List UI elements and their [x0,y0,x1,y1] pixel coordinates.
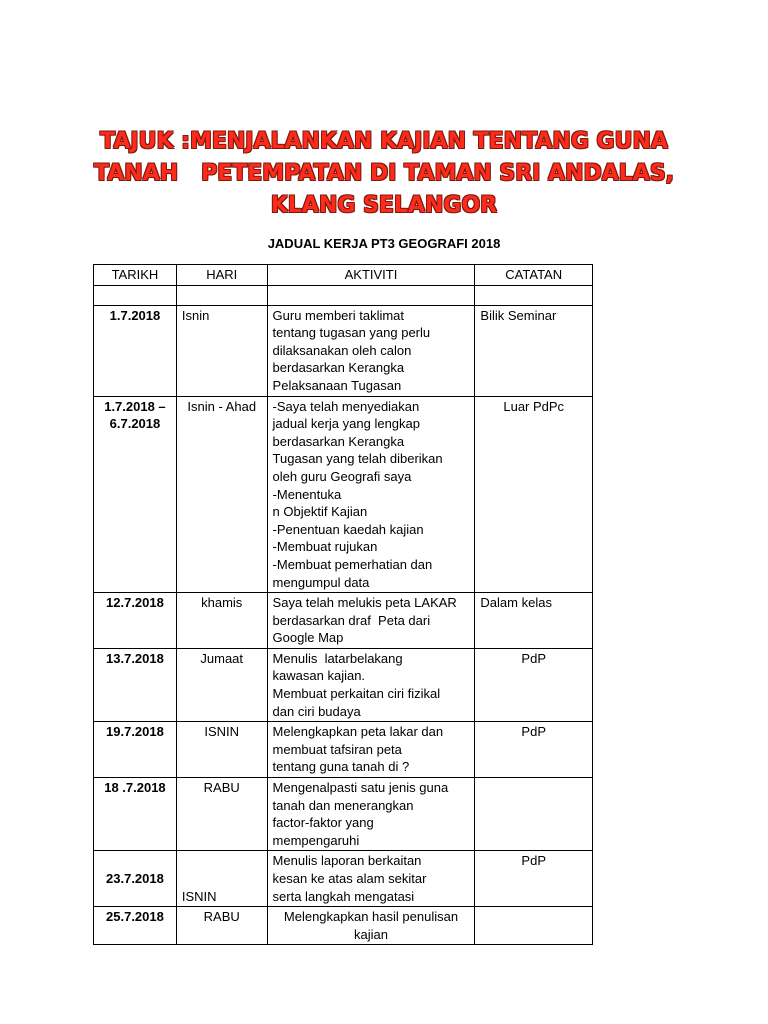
aktiviti-line: -Menentuka [272,486,342,502]
aktiviti-line: tentang tugasan yang perlu [272,325,431,341]
aktiviti-line: Tugasan yang telah diberikan [272,451,443,467]
title-line-2: TANAH PETEMPATAN DI TAMAN SRI ANDALAS, [93,161,675,186]
aktiviti-cell [267,851,475,907]
table-row [94,722,593,778]
aktiviti-line: dan ciri budaya [272,703,361,719]
aktiviti-line: Google Map [272,630,344,646]
empty-cell [475,285,593,305]
aktiviti-line: berdasarkan Kerangka [272,433,405,449]
aktiviti-line: -Saya telah menyediakan [272,398,420,414]
aktiviti-line: kesan ke atas alam sekitar [272,871,427,886]
hari-cell: ISNIN [176,722,267,778]
aktiviti-line: jadual kerja yang lengkap [272,416,420,432]
header-catatan: CATATAN [475,265,593,286]
aktiviti-line: mempengaruhi [272,832,360,848]
tarikh-cell [94,722,177,778]
catatan-cell: PdP [475,722,593,778]
catatan-cell: PdP [475,851,593,907]
catatan-cell: PdP [475,648,593,721]
tarikh-text: 23.7.2018 [106,871,164,886]
empty-cell [176,285,267,305]
catatan-cell [475,778,593,851]
aktiviti-cell [267,722,475,778]
tarikh-cell [94,648,177,721]
aktiviti-line: oleh guru Geografi saya [272,468,412,484]
hari-cell: Isnin - Ahad [176,396,267,593]
aktiviti-line: berdasarkan draf Peta dari [272,612,431,628]
title-line-3: KLANG SELANGOR [270,193,498,218]
aktiviti-cell [267,593,475,649]
aktiviti-cell [267,778,475,851]
table-caption: JADUAL KERJA PT3 GEOGRAFI 2018 [267,236,501,251]
aktiviti-line: kawasan kajian. [272,668,366,684]
aktiviti-line: serta langkah mengatasi [272,888,415,904]
table-row [94,648,593,721]
catatan-cell [475,907,593,945]
tarikh-cell [94,593,177,649]
table-row [94,305,593,396]
tarikh-text: 1.7.2018 [109,307,161,323]
aktiviti-line: -Membuat pemerhatian dan [272,556,433,572]
aktiviti-line: tanah dan menerangkan [272,797,414,813]
aktiviti-cell [267,648,475,721]
tarikh-cell [94,851,177,907]
header-tarikh: TARIKH [94,265,177,286]
title-line-1: TAJUK :MENJALANKAN KAJIAN TENTANG GUNA [100,129,668,154]
hari-cell: Jumaat [176,648,267,721]
hari-cell: RABU [176,778,267,851]
tarikh-cell [94,907,177,945]
tarikh-text: 13.7.2018 [106,650,164,666]
tarikh-text: 25.7.2018 [106,909,164,925]
catatan-cell: Luar PdPc [475,396,593,593]
table-row [94,396,593,593]
aktiviti-cell [267,305,475,396]
table-row [94,778,593,851]
aktiviti-line: kajian [354,926,388,942]
empty-row [94,285,593,305]
work-schedule-table [93,264,593,945]
aktiviti-line: Saya telah melukis peta LAKAR [272,595,457,611]
table-row [94,851,593,907]
aktiviti-line: membuat tafsiran peta [272,741,402,757]
tarikh-cell [94,305,177,396]
table-row [94,593,593,649]
empty-cell [94,285,177,305]
table-row [94,907,593,945]
aktiviti-line: berdasarkan Kerangka [272,360,405,376]
aktiviti-line: Guru memberi taklimat [272,307,405,323]
aktiviti-line: Menulis laporan berkaitan [272,853,422,869]
header-aktiviti: AKTIVITI [267,265,475,286]
catatan-cell: Bilik Seminar [475,305,593,396]
aktiviti-line: -Membuat rujukan [272,539,378,555]
hari-cell: khamis [176,593,267,649]
hari-cell: ISNIN [176,851,267,907]
aktiviti-line: n Objektif Kajian [272,504,368,520]
aktiviti-line: Menulis latarbelakang [272,650,403,666]
tarikh-text: 1.7.2018 – [104,398,166,414]
tarikh-cell [94,778,177,851]
tarikh-text: 19.7.2018 [106,724,164,740]
aktiviti-line: mengumpul data [272,574,370,590]
aktiviti-cell [267,396,475,593]
tarikh-text: 18 .7.2018 [104,780,166,796]
aktiviti-line: Mengenalpasti satu jenis guna [272,780,449,796]
table-header-row [94,265,593,286]
aktiviti-line: Melengkapkan hasil penulisan [283,909,459,925]
empty-cell [267,285,475,305]
aktiviti-line: -Penentuan kaedah kajian [272,521,424,537]
aktiviti-line: Membuat perkaitan ciri fizikal [272,686,441,702]
tarikh-cell [94,396,177,593]
aktiviti-line: tentang guna tanah di ? [272,759,410,775]
tarikh-text: 12.7.2018 [106,595,164,611]
tarikh-text: 6.7.2018 [109,416,161,432]
hari-cell: Isnin [176,305,267,396]
aktiviti-cell [267,907,475,945]
document-title [0,126,768,222]
catatan-cell: Dalam kelas [475,593,593,649]
aktiviti-line: Melengkapkan peta lakar dan [272,724,444,740]
aktiviti-line: factor-faktor yang [272,815,374,831]
aktiviti-line: dilaksanakan oleh calon [272,342,412,358]
header-hari: HARI [176,265,267,286]
hari-cell: RABU [176,907,267,945]
aktiviti-line: Pelaksanaan Tugasan [272,377,402,393]
